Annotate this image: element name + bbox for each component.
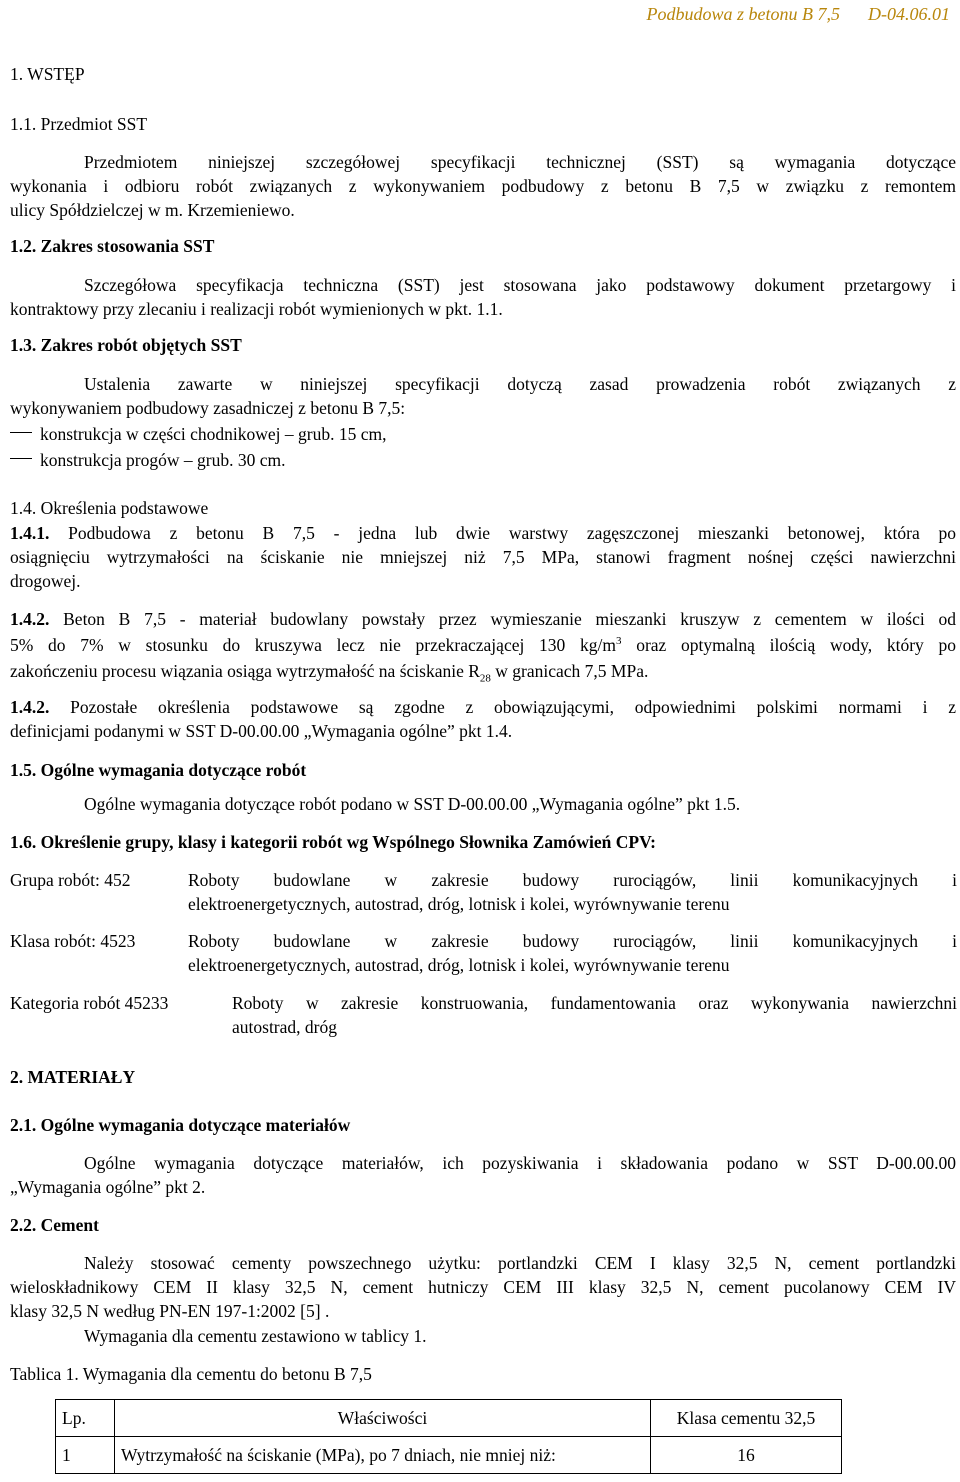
section-1-1-paragraph xyxy=(10,150,956,222)
text-line: Należy stosować cementy powszechnego użytku: portlandzki CEM I klasy 32,5 N, cement portlandzki xyxy=(84,1253,956,1273)
text-line: 5% do 7% w stosunku do kruszywa lecz nie przekraczającej 130 kg/m xyxy=(10,635,616,655)
cpv-group-label: Grupa robót: 452 xyxy=(10,870,131,890)
section-2-2-note: Wymagania dla cementu zestawiono w tablicy 1. xyxy=(84,1326,427,1346)
section-1-4-2-paragraph xyxy=(10,606,956,684)
section-2-heading: 2. MATERIAŁY xyxy=(10,1067,136,1087)
section-1-3-heading: 1.3. Zakres robót objętych SST xyxy=(10,335,242,355)
text-line: definicjami podanymi w SST D-00.00.00 „Wymagania ogólne” pkt 1.4. xyxy=(10,721,513,741)
text-line: autostrad, dróg xyxy=(232,1017,337,1037)
cpv-category-label: Kategoria robót 45233 xyxy=(10,993,169,1013)
section-1-heading: 1. WSTĘP xyxy=(10,64,85,84)
section-2-1-paragraph xyxy=(10,1151,956,1199)
text-line: oraz optymalną ilością wody, który po xyxy=(621,635,956,655)
table-caption: Tablica 1. Wymagania dla cementu do betonu B 7,5 xyxy=(10,1364,372,1384)
definition-number: 1.4.1. xyxy=(10,523,50,543)
superscript: 3 xyxy=(616,635,622,648)
text-line: Przedmiotem niniejszej szczegółowej specyfikacji technicznej (SST) są wymagania dotyczące xyxy=(84,152,956,172)
section-1-2-paragraph xyxy=(10,273,956,321)
cpv-class-label: Klasa robót: 4523 xyxy=(10,931,136,951)
cement-requirements-table xyxy=(55,1399,842,1474)
text-line: Szczegółowa specyfikacja techniczna (SST) jest stosowana jako podstawowy dokument przetargowy i xyxy=(84,275,956,295)
text-line: elektroenergetycznych, autostrad, dróg, lotnisk i kolei, wyrównywanie terenu xyxy=(188,894,730,914)
section-1-4-3-paragraph xyxy=(10,695,956,743)
page-header xyxy=(619,4,951,25)
text-line: Podbudowa z betonu B 7,5 - jedna lub dwie warstwy zagęszczonej mieszanki betonowej, która po xyxy=(68,523,956,543)
table-cell: Wytrzymałość na ściskanie (MPa), po 7 dniach, nie mniej niż: xyxy=(115,1437,651,1474)
section-1-4-heading: 1.4. Określenia podstawowe xyxy=(10,498,209,518)
text-line: kontraktowy przy zlecaniu i realizacji robót wymienionych w pkt. 1.1. xyxy=(10,299,503,319)
text-line: zakończeniu procesu wiązania osiąga wytrzymałość na ściskanie R xyxy=(10,661,480,681)
section-1-2-heading: 1.2. Zakres stosowania SST xyxy=(10,236,215,256)
section-2-1-heading: 2.1. Ogólne wymagania dotyczące materiałów xyxy=(10,1115,351,1135)
list-item: konstrukcja progów – grub. 30 cm. xyxy=(40,450,286,470)
section-2-2-paragraph xyxy=(10,1251,956,1323)
text-line: Ustalenia zawarte w niniejszej specyfikacji dotyczą zasad prowadzenia robót związanych z xyxy=(84,374,956,394)
section-1-1-heading: 1.1. Przedmiot SST xyxy=(10,114,148,134)
table-cell: 16 xyxy=(651,1437,842,1474)
table-header-cell: Lp. xyxy=(56,1400,115,1437)
header-code: D-04.06.01 xyxy=(868,4,950,24)
text-line: osiągnięciu wytrzymałości na ściskanie nie mniejszej niż 7,5 MPa, stanowi fragment nośnej części nawierzchni xyxy=(10,547,956,567)
cpv-category-description xyxy=(232,991,957,1039)
text-line: ulicy Spółdzielczej w m. Krzemieniewo. xyxy=(10,200,295,220)
bullet-dash xyxy=(10,432,32,433)
text-line: Pozostałe określenia podstawowe są zgodne z obowiązującymi, odpowiednimi polskimi normami i z xyxy=(70,697,956,717)
cpv-class-description xyxy=(188,929,957,977)
table-header-cell: Klasa cementu 32,5 xyxy=(651,1400,842,1437)
text-line: w granicach 7,5 MPa. xyxy=(490,661,649,681)
table-header-cell: Właściwości xyxy=(115,1400,651,1437)
table-header-row xyxy=(56,1400,842,1437)
list-item: konstrukcja w części chodnikowej – grub. 15 cm, xyxy=(40,424,387,444)
table-row xyxy=(56,1437,842,1474)
text-line: drogowej. xyxy=(10,571,81,591)
section-1-3-paragraph xyxy=(10,372,956,420)
table-cell: 1 xyxy=(56,1437,115,1474)
text-line: elektroenergetycznych, autostrad, dróg, lotnisk i kolei, wyrównywanie terenu xyxy=(188,955,730,975)
bullet-dash xyxy=(10,458,32,459)
text-line: wieloskładnikowy CEM II klasy 32,5 N, cement hutniczy CEM III klasy 32,5 N, cement pucolanowy CEM IV xyxy=(10,1277,956,1297)
text-line: wykonania i odbioru robót związanych z wykonywaniem podbudowy z betonu B 7,5 w związku z remontem xyxy=(10,176,956,196)
text-line: Beton B 7,5 - materiał budowlany powstały przez wymieszanie mieszanki kruszyw z cementem w ilości od xyxy=(63,609,956,629)
definition-number: 1.4.2. xyxy=(10,609,50,629)
section-2-2-heading: 2.2. Cement xyxy=(10,1215,99,1235)
text-line: „Wymagania ogólne” pkt 2. xyxy=(10,1177,206,1197)
definition-number: 1.4.2. xyxy=(10,697,50,717)
cpv-group-description xyxy=(188,868,957,916)
text-line: Roboty budowlane w zakresie budowy rurociągów, linii komunikacyjnych i xyxy=(188,870,957,890)
header-title: Podbudowa z betonu B 7,5 xyxy=(646,4,840,24)
text-line: Roboty w zakresie konstruowania, fundamentowania oraz wykonywania nawierzchni xyxy=(232,993,957,1013)
subscript: 28 xyxy=(479,672,491,684)
section-1-5-text: Ogólne wymagania dotyczące robót podano w SST D-00.00.00 „Wymagania ogólne” pkt 1.5. xyxy=(84,794,741,814)
section-1-5-heading: 1.5. Ogólne wymagania dotyczące robót xyxy=(10,760,307,780)
section-1-6-heading: 1.6. Określenie grupy, klasy i kategorii robót wg Wspólnego Słownika Zamówień CPV: xyxy=(10,832,656,852)
text-line: Ogólne wymagania dotyczące materiałów, ich pozyskiwania i składowania podano w SST D-00.00.00 xyxy=(84,1153,956,1173)
text-line: wykonywaniem podbudowy zasadniczej z betonu B 7,5: xyxy=(10,398,406,418)
text-line: klasy 32,5 N według PN-EN 197-1:2002 [5] . xyxy=(10,1301,330,1321)
section-1-4-1-paragraph xyxy=(10,521,956,593)
text-line: Roboty budowlane w zakresie budowy rurociągów, linii komunikacyjnych i xyxy=(188,931,957,951)
